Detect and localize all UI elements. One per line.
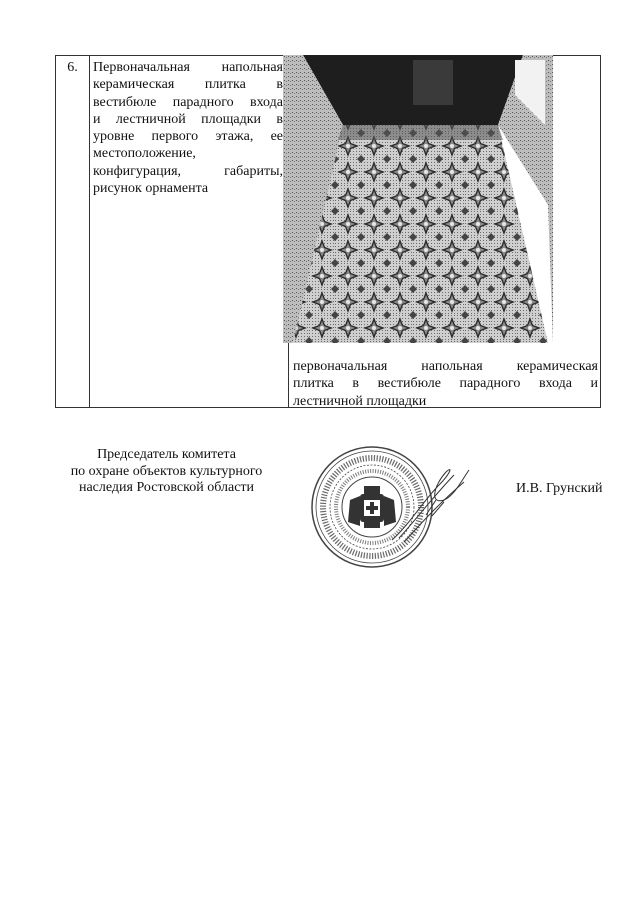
description-line: рисунок орнамента <box>93 181 209 197</box>
signer-name: И.В. Грунский <box>516 481 603 496</box>
caption-line: лестничной площадки <box>293 393 427 409</box>
description-line: местоположение, <box>93 146 196 162</box>
description-line: уровне первого этажа, ее <box>93 129 283 145</box>
description-line: керамическая плитка в <box>93 77 283 93</box>
caption-line: первоначальная напольная керамическая <box>293 359 598 374</box>
description-line: Первоначальная напольная <box>93 60 283 75</box>
position-line: Председатель комитета <box>97 447 236 462</box>
row-description <box>93 59 283 197</box>
position-line: наследия Ростовской области <box>78 480 255 495</box>
official-seal <box>304 430 474 570</box>
description-line: конфигурация, габариты, <box>93 163 283 179</box>
position-line: по охране объектов культурного <box>70 463 263 479</box>
caption-line: плитка в вестибюле парадного входа и <box>293 376 598 392</box>
row-number: 6. <box>67 60 78 75</box>
signatory-position <box>44 447 289 497</box>
column-divider <box>89 56 90 407</box>
photo-caption <box>293 358 598 410</box>
description-line: и лестничной площадки в <box>93 111 283 127</box>
floor-tile-photo <box>283 55 553 343</box>
description-line: вестибюле парадного входа <box>93 94 283 110</box>
